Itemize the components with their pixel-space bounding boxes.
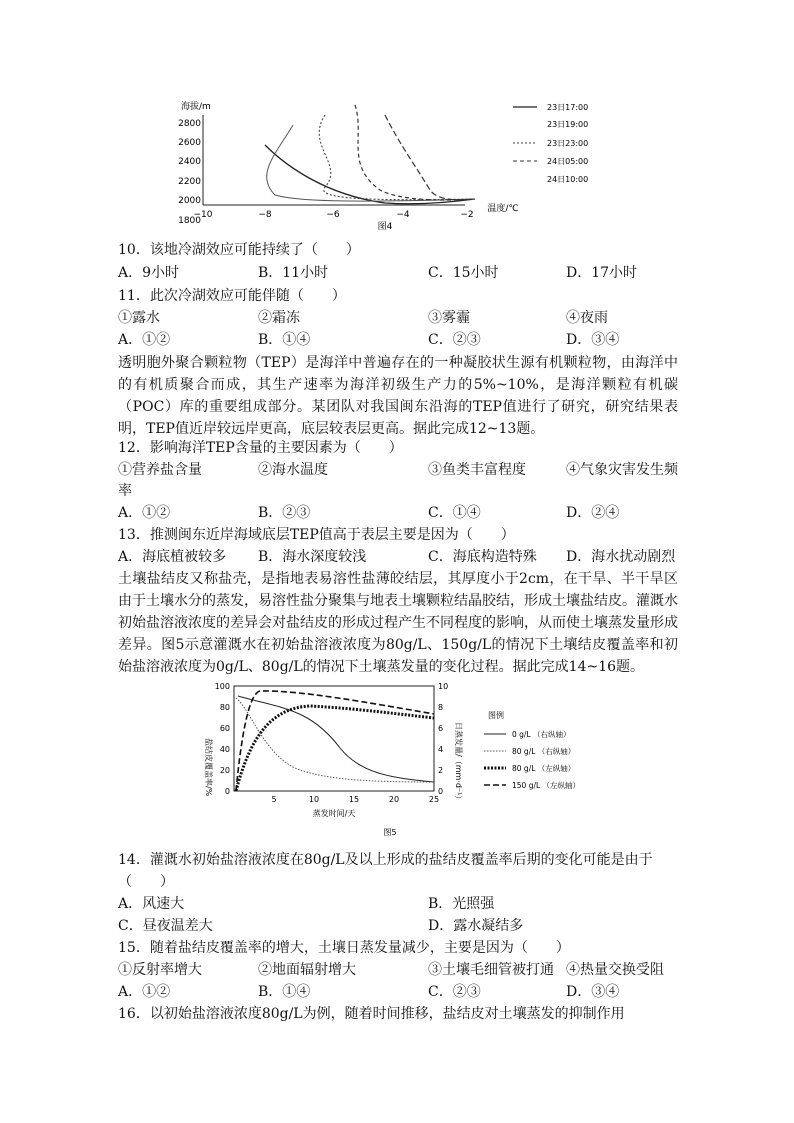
q14-stem-wrap: （ ） xyxy=(118,874,174,890)
fig4-xtick: −6 xyxy=(326,210,340,220)
q14-option-d[interactable]: D．露水凝结多 xyxy=(428,918,524,934)
q14-option-b[interactable]: B．光照强 xyxy=(428,896,495,912)
fig4-legend-item: 24日10:00 xyxy=(547,175,589,184)
fig5-xtick: 10 xyxy=(308,795,320,804)
fig4-legend-item: 23日17:00 xyxy=(547,103,589,112)
q11-option-c[interactable]: C．②③ xyxy=(428,332,481,348)
fig5-ytick-right: 4 xyxy=(438,745,444,754)
fig5-ytick-right: 8 xyxy=(438,703,444,712)
q15-item: ④热量交换受阻 xyxy=(566,962,664,978)
q12-item: ①营养盐含量 xyxy=(118,462,202,478)
fig5-legend-item: 0 g/L （右纵轴） xyxy=(512,730,571,739)
fig4-legend xyxy=(513,103,588,184)
q12-item: ②海水温度 xyxy=(258,462,328,478)
q15-stem: 15．随着盐结皮覆盖率的增大，土壤日蒸发量减少，主要是因为（ ） xyxy=(118,940,570,956)
q15-option-d[interactable]: D．③④ xyxy=(566,984,620,1000)
fig4-legend-item: 24日05:00 xyxy=(547,157,589,166)
q11-item: ③雾霾 xyxy=(428,310,470,326)
q12-stem: 12．影响海洋TEP含量的主要因素为（ ） xyxy=(118,440,403,456)
fig5-xtick: 5 xyxy=(271,795,277,804)
q16-stem: 16．以初始盐溶液浓度80g/L为例，随着时间推移，盐结皮对土壤蒸发的抑制作用 xyxy=(118,1006,625,1022)
fig4-ylabel: 海拔/m xyxy=(181,102,211,112)
q11-option-b[interactable]: B．①④ xyxy=(258,332,311,348)
fig5-legend-item: 80 g/L （右纵轴） xyxy=(512,747,576,756)
fig5-ylabel-left: 盐结皮覆盖率/% xyxy=(204,738,213,797)
q10-option-d[interactable]: D．17小时 xyxy=(566,265,638,281)
fig4-curve-1700 xyxy=(265,145,475,204)
q15-item: ①反射率增大 xyxy=(118,962,202,978)
fig5-caption: 图5 xyxy=(383,828,397,837)
q14-option-a[interactable]: A．风速大 xyxy=(118,896,185,912)
q13-option-d[interactable]: D．海水扰动剧烈 xyxy=(566,549,676,565)
fig5-legend-item: 80 g/L （左纵轴） xyxy=(512,764,576,773)
q14-stem: 14．灌溉水初始盐溶液浓度在80g/L及以上形成的盐结皮覆盖率后期的变化可能是由于 xyxy=(118,852,653,868)
fig5-xlabel: 蒸发时间/天 xyxy=(312,809,356,818)
q12-option-d[interactable]: D．②④ xyxy=(566,505,620,521)
q13-option-b[interactable]: B．海水深度较浅 xyxy=(258,549,367,565)
fig4-xtick: −8 xyxy=(258,210,272,220)
q15-option-c[interactable]: C．②③ xyxy=(428,984,481,1000)
fig5-ytick-right: 6 xyxy=(438,724,444,733)
q10-option-a[interactable]: A．9小时 xyxy=(118,265,180,281)
fig5-ytick-right: 10 xyxy=(438,682,449,691)
fig5-ylabel-right: 日蒸发量/（mm·d⁻¹） xyxy=(454,722,463,804)
fig4-ytick: 2800 xyxy=(178,119,201,129)
fig4-xtick: −10 xyxy=(193,210,213,220)
fig5-ytick-left: 40 xyxy=(219,745,230,754)
q12-option-c[interactable]: C．①④ xyxy=(428,505,481,521)
q11-option-d[interactable]: D．③④ xyxy=(566,332,620,348)
q11-item: ④夜雨 xyxy=(566,310,608,326)
fig5-xtick: 15 xyxy=(348,795,360,804)
q10-option-c[interactable]: C．15小时 xyxy=(428,265,499,281)
q11-option-a[interactable]: A．①② xyxy=(118,332,171,348)
fig4-ytick: 2400 xyxy=(178,157,201,167)
q15-option-b[interactable]: B．①④ xyxy=(258,984,311,1000)
fig5-ytick-left: 0 xyxy=(224,787,230,796)
passage-salt-crust: 土壤盐结皮又称盐壳，是指地表易溶性盐薄皎结层，其厚度小于2cm，在干旱、半干旱区由于土壤水分的蒸发，易溶性盐分聚集与地表土壤颗粒结晶胶结，形成土壤盐结皮。灌溉水初始盐溶液浓度的差异会对盐结皮的形成过程产生不同程度的影响，从而使土壤蒸发量形成差异。图5示意灌溉水在初始盐溶液浓度为80g/L、150g/L的情况下土壤结皮覆盖率和初始盐溶液浓度为0g/L、80g/L的情况下土壤蒸发量的变化过程。据此完成14~16题。 xyxy=(118,571,678,675)
passage-tep: 透明胞外聚合颗粒物（TEP）是海洋中普遍存在的一种凝胶状生源有机颗粒物，由海洋中的有机质聚合而成，其生产速率为海洋初级生产力的5%~10%，是海洋颗粒有机碳（POC）库的重要组成部分。某团队对我国闽东沿海的TEP值进行了研究，研究结果表明，TEP值近岸较远岸更高，底层较表层更高。据此完成12~13题。 xyxy=(118,355,678,437)
fig5-ytick-left: 60 xyxy=(219,724,230,733)
q12-option-a[interactable]: A．①② xyxy=(118,505,171,521)
fig5-ytick-right: 0 xyxy=(438,787,444,796)
fig4-caption: 图4 xyxy=(377,222,393,232)
q14-option-c[interactable]: C．昼夜温差大 xyxy=(118,918,213,934)
q15-item: ②地面辐射增大 xyxy=(258,962,356,978)
q11-item: ①露水 xyxy=(118,310,160,326)
figure-4-temperature-profile xyxy=(175,95,615,235)
fig4-ytick: 2200 xyxy=(178,177,201,187)
fig5-legend xyxy=(484,729,580,790)
q13-option-c[interactable]: C．海底构造特殊 xyxy=(428,549,537,565)
fig4-curve-1000 xyxy=(385,115,475,200)
q12-item: ④气象灾害发生频 xyxy=(566,462,678,478)
q11-stem: 11．此次冷湖效应可能伴随（ ） xyxy=(118,288,346,304)
q11-item: ②霜冻 xyxy=(258,310,300,326)
q12-item: ③鱼类丰富程度 xyxy=(428,462,526,478)
fig5-xtick: 20 xyxy=(388,795,400,804)
fig5-curve-80gl-right xyxy=(236,698,434,782)
fig5-xtick: 25 xyxy=(428,795,440,804)
fig4-xtick: −4 xyxy=(396,210,410,220)
fig5-legend-item: 150 g/L （左纵轴） xyxy=(512,781,581,790)
fig4-curve-1900 xyxy=(267,125,475,201)
fig4-ytick: 2600 xyxy=(178,138,201,148)
fig5-ytick-left: 80 xyxy=(219,703,230,712)
fig4-legend-item: 23日19:00 xyxy=(547,120,589,129)
fig4-ytick: 2000 xyxy=(178,196,201,206)
q15-item: ③土壤毛细管被打通 xyxy=(428,962,554,978)
fig4-curve-2300 xyxy=(319,115,475,200)
q12-item-wrap: 率 xyxy=(118,483,132,499)
fig5-ytick-left: 100 xyxy=(214,682,230,691)
figure-5-salt-crust-evaporation xyxy=(190,678,590,843)
fig5-legend-title: 图例 xyxy=(488,711,504,720)
q12-option-b[interactable]: B．②③ xyxy=(258,505,311,521)
q10-option-b[interactable]: B．11小时 xyxy=(258,265,329,281)
fig4-legend-item: 23日23:00 xyxy=(547,139,589,148)
fig5-ytick-right: 2 xyxy=(438,766,444,775)
q13-option-a[interactable]: A．海底植被较多 xyxy=(118,549,227,565)
fig4-xlabel: 温度/℃ xyxy=(487,204,519,214)
fig4-xtick: −2 xyxy=(460,210,474,220)
fig4-ytick: 1800 xyxy=(178,216,201,226)
q10-stem: 10．该地冷湖效应可能持续了（ ） xyxy=(118,242,360,258)
q15-option-a[interactable]: A．①② xyxy=(118,984,171,1000)
fig5-ytick-left: 20 xyxy=(219,766,230,775)
q13-stem: 13．推测闽东近岸海域底层TEP值高于表层主要是因为（ ） xyxy=(118,527,515,543)
fig4-curve-0500 xyxy=(355,105,475,200)
